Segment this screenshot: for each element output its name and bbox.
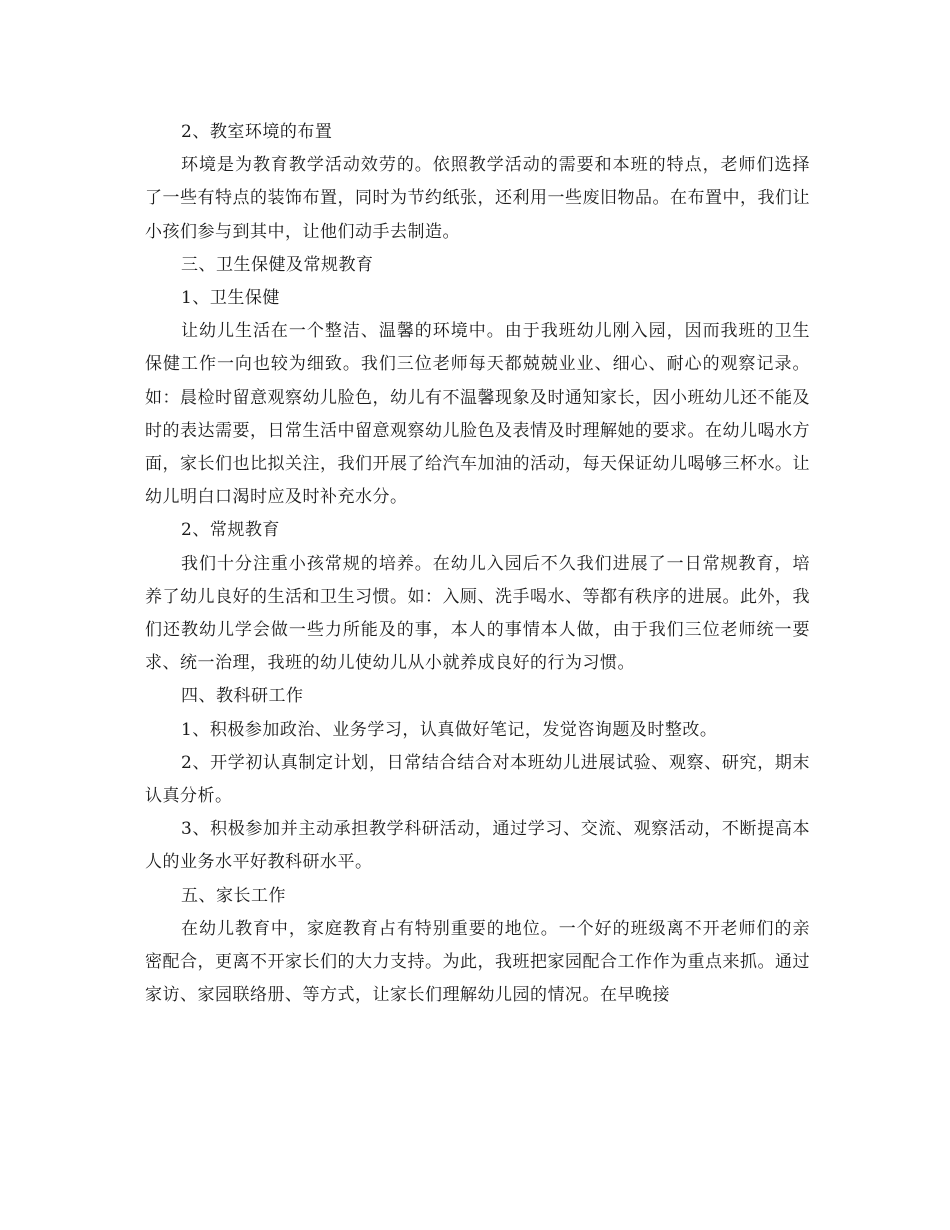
section-heading: 三、卫生保健及常规教育: [181, 254, 374, 275]
section-heading: 2、常规教育: [181, 520, 280, 541]
section-heading: 五、家长工作: [181, 885, 286, 906]
body-paragraph: 环境是为教育教学活动效劳的。依照教学活动的需要和本班的特点，老师们选择了一些有特点的装饰布置，同时为节约纸张，还利用一些废旧物品。在布置中，我们让小孩们参与到其中，让他们动手去制造。: [145, 155, 810, 242]
body-paragraph: 我们十分注重小孩常规的培养。在幼儿入园后不久我们进展了一日常规教育，培养了幼儿良好的生活和卫生习惯。如：入厕、洗手喝水、等都有秩序的进展。此外，我们还教幼儿学会做一些力所能及的事，本人的事情本人做，由于我们三位老师统一要求、统一治理，我班的幼儿使幼儿从小就养成良好的行为习惯。: [145, 553, 810, 674]
section-heading: 1、卫生保健: [181, 288, 280, 309]
body-paragraph: 让幼儿生活在一个整洁、温馨的环境中。由于我班幼儿刚入园，因而我班的卫生保健工作一向也较为细致。我们三位老师每天都兢兢业业、细心、耐心的观察记录。如：晨检时留意观察幼儿脸色，幼儿有不温馨现象及时通知家长，因小班幼儿还不能及时的表达需要，日常生活中留意观察幼儿脸色及表情及时理解她的要求。在幼儿喝水方面，家长们也比拟关注，我们开展了给汽车加油的活动，每天保证幼儿喝够三杯水。让幼儿明白口渴时应及时补充水分。: [145, 321, 810, 508]
body-paragraph: 2、开学初认真制定计划，日常结合结合对本班幼儿进展试验、观察、研究，期末认真分析。: [145, 752, 810, 807]
body-paragraph: 在幼儿教育中，家庭教育占有特别重要的地位。一个好的班级离不开老师们的亲密配合，更离不开家长们的大力支持。为此，我班把家园配合工作作为重点来抓。通过家访、家园联络册、等方式，让家长们理解幼儿园的情况。在早晚接: [145, 918, 810, 1006]
document-body: [145, 116, 810, 1012]
body-paragraph: 3、积极参加并主动承担教学科研活动，通过学习、交流、观察活动，不断提高本人的业务水平好教科研水平。: [145, 819, 810, 873]
body-paragraph: 1、积极参加政治、业务学习，认真做好笔记，发觉咨询题及时整改。: [181, 719, 718, 740]
section-heading: 四、教科研工作: [181, 686, 304, 707]
section-heading: 2、教室环境的布置: [181, 122, 333, 142]
